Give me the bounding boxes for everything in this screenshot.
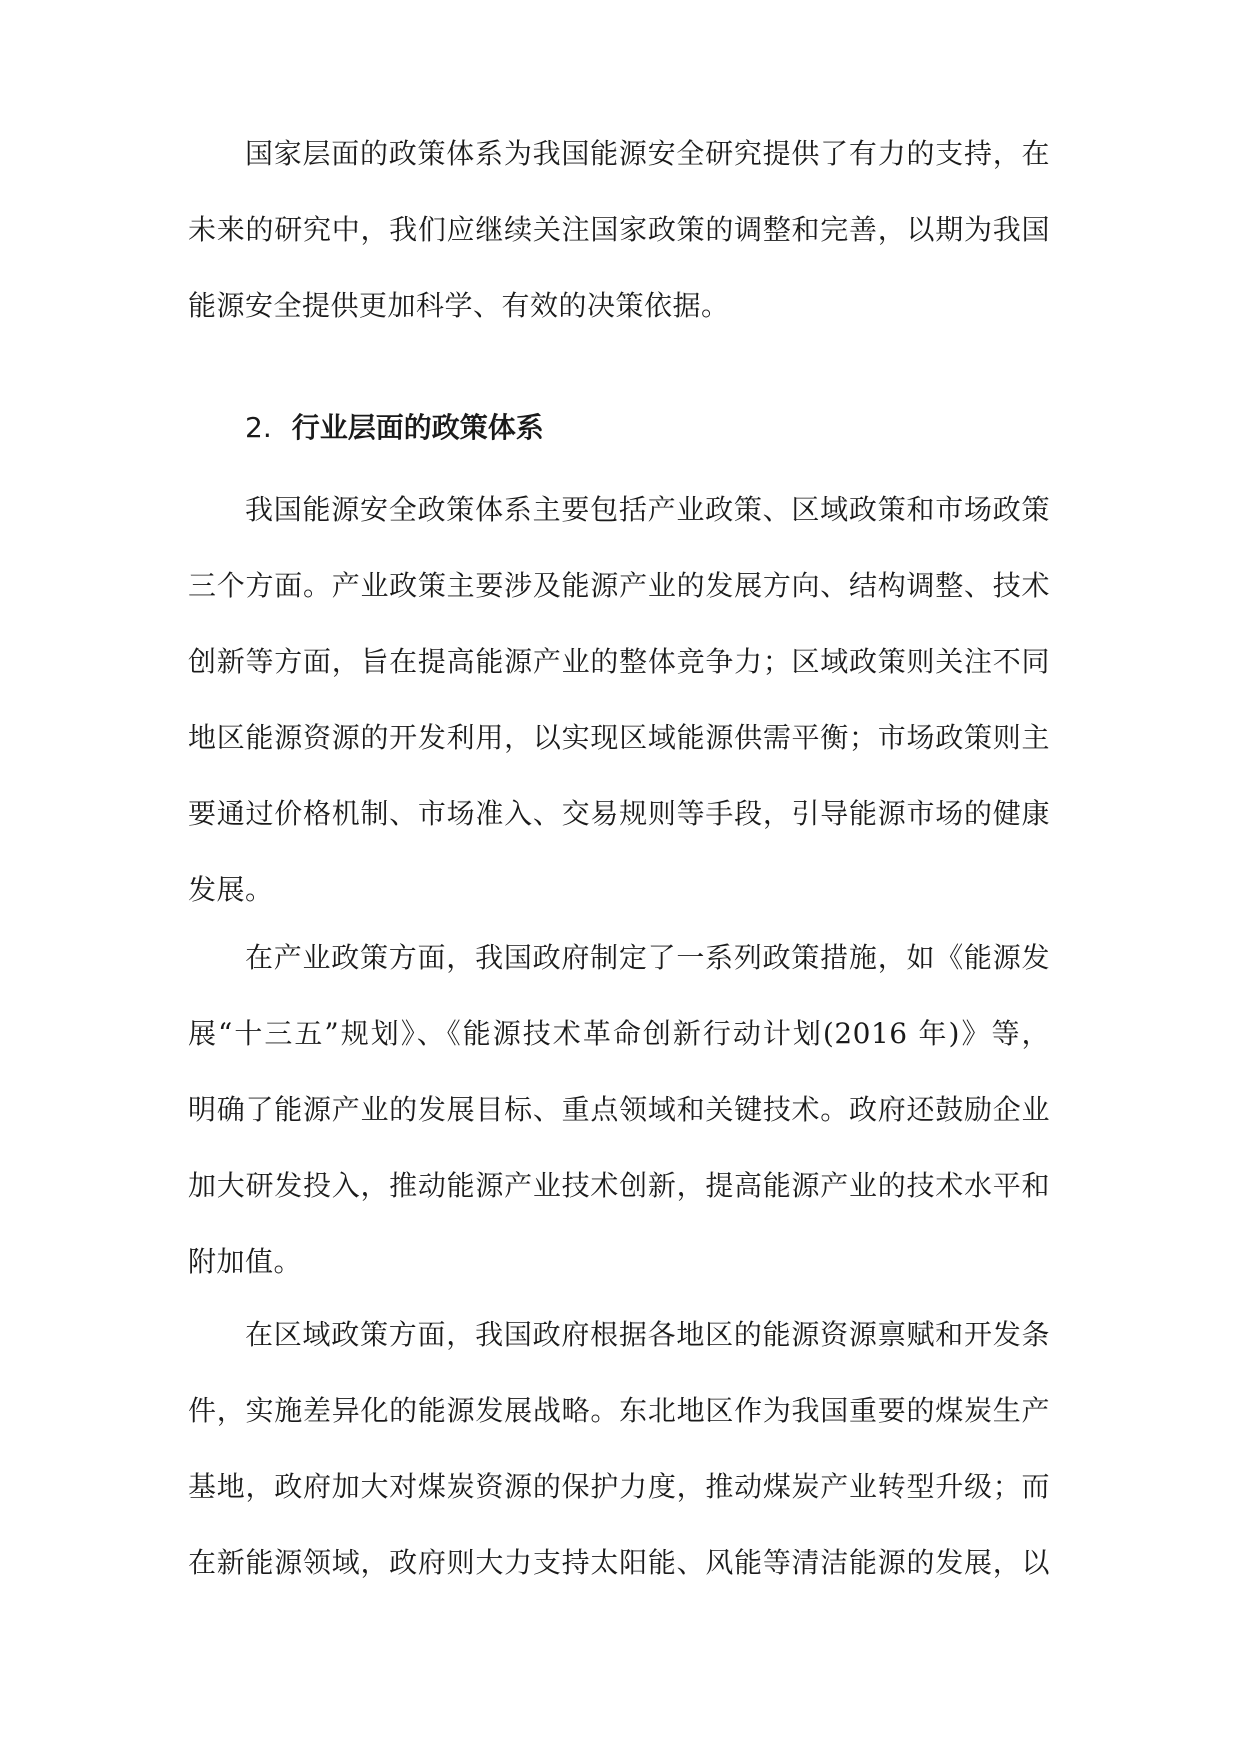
paragraph-line: 在新能源领域，政府则大力支持太阳能、风能等清洁能源的发展，以 [188,1546,1050,1579]
paragraph-line: 创新等方面，旨在提高能源产业的整体竞争力；区域政策则关注不同 [188,645,1050,678]
paragraph-line: 明确了能源产业的发展目标、重点领域和关键技术。政府还鼓励企业 [188,1093,1050,1126]
paragraph-line: 三个方面。产业政策主要涉及能源产业的发展方向、结构调整、技术 [188,569,1050,602]
paragraph-line: 未来的研究中，我们应继续关注国家政策的调整和完善，以期为我国 [188,213,1050,246]
paragraph-line: 在区域政策方面，我国政府根据各地区的能源资源禀赋和开发条 [245,1318,1050,1351]
paragraph-line: 件，实施差异化的能源发展战略。东北地区作为我国重要的煤炭生产 [188,1394,1050,1427]
paragraph-line: 附加值。 [188,1245,303,1278]
paragraph-policy-system [188,472,1050,928]
paragraph-line: 我国能源安全政策体系主要包括产业政策、区域政策和市场政策 [245,493,1050,526]
paragraph-national-policy [188,116,1050,344]
paragraph-line: 加大研发投入，推动能源产业技术创新，提高能源产业的技术水平和 [188,1169,1050,1202]
paragraph-line: 基地，政府加大对煤炭资源的保护力度，推动煤炭产业转型升级；而 [188,1470,1050,1503]
paragraph-line: 要通过价格机制、市场准入、交易规则等手段，引导能源市场的健康 [188,797,1050,830]
paragraph-line: 能源安全提供更加科学、有效的决策依据。 [188,289,730,322]
paragraph-line: 地区能源资源的开发利用，以实现区域能源供需平衡；市场政策则主 [188,721,1050,754]
section-number: 2. [245,411,272,444]
paragraph-line: 国家层面的政策体系为我国能源安全研究提供了有力的支持，在 [245,137,1050,170]
paragraph-line: 发展。 [188,873,274,906]
paragraph-line: 在产业政策方面，我国政府制定了一系列政策措施，如《能源发 [245,941,1050,974]
paragraph-industry-policy [188,920,1050,1300]
section-heading [245,398,544,458]
paragraph-regional-policy [188,1297,1050,1601]
paragraph-line: 展“十三五”规划》、《能源技术革命创新行动计划(2016 年)》等， [188,1017,1050,1050]
section-title: 行业层面的政策体系 [291,411,544,444]
